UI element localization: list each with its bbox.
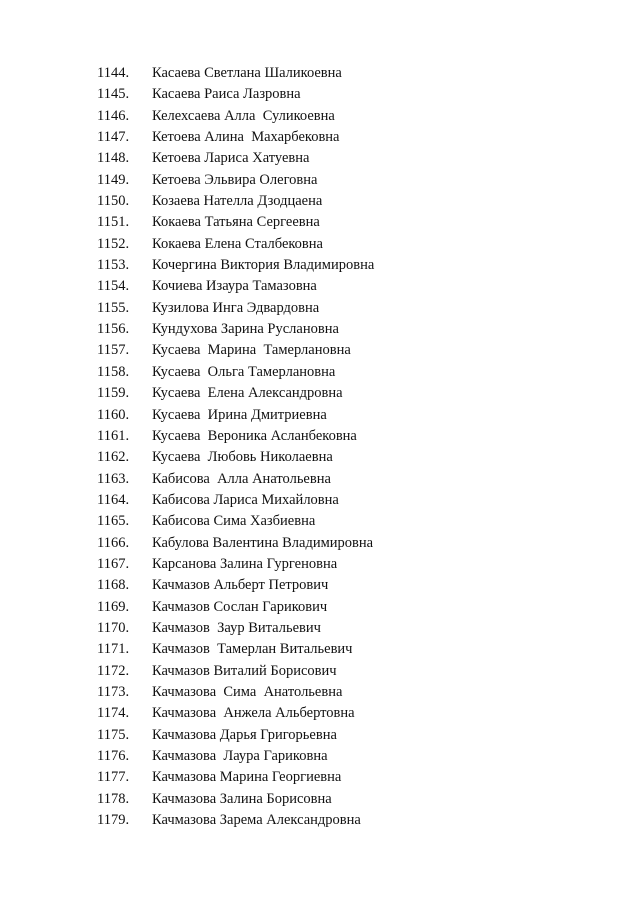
list-item	[0, 127, 640, 148]
entry-full-name: Кабисова Алла Анатольевна	[152, 470, 331, 487]
list-item	[0, 490, 640, 511]
entry-number: 1171.	[97, 641, 130, 658]
list-item	[0, 106, 640, 127]
list-item	[0, 362, 640, 383]
entry-full-name: Кусаева Ольга Тамерлановна	[152, 363, 336, 380]
entry-number: 1156.	[97, 321, 130, 338]
entry-number: 1176.	[97, 748, 130, 764]
entry-number: 1147.	[97, 129, 130, 146]
list-item	[0, 63, 640, 84]
entry-full-name: Качмазов Заур Витальевич	[152, 619, 321, 636]
list-item	[0, 618, 640, 639]
entry-number: 1149.	[97, 171, 130, 188]
list-item	[0, 191, 640, 212]
entry-full-name: Качмазова Сима Анатольевна	[152, 683, 343, 700]
entry-full-name: Кокаева Елена Сталбековна	[152, 235, 323, 252]
entry-number: 1175.	[97, 726, 130, 743]
entry-full-name: Кочергина Виктория Владимировна	[152, 257, 375, 274]
entry-number: 1154.	[97, 278, 130, 295]
list-item	[0, 170, 640, 191]
entry-full-name: Качмазова Зарема Александровна	[152, 812, 361, 829]
entry-full-name: Кетоева Лариса Хатуевна	[152, 150, 310, 167]
entry-full-name: Кабулова Валентина Владимировна	[152, 534, 374, 551]
entry-number: 1144.	[97, 65, 130, 81]
entry-full-name: Качмазова Анжела Альбертовна	[152, 705, 355, 722]
list-item	[0, 340, 640, 361]
entry-full-name: Кусаева Елена Александровна	[152, 385, 343, 402]
entry-full-name: Кундухова Зарина Руслановна	[152, 321, 339, 338]
entry-full-name: Кусаева Ирина Дмитриевна	[152, 406, 327, 423]
list-item	[0, 319, 640, 340]
list-item	[0, 746, 640, 767]
name-list	[0, 63, 640, 831]
entry-number: 1146.	[97, 107, 130, 124]
entry-number: 1145.	[97, 86, 130, 103]
entry-full-name: Козаева Нателла Дзодцаена	[152, 193, 323, 210]
list-item	[0, 383, 640, 404]
entry-number: 1159.	[97, 385, 130, 402]
list-item	[0, 84, 640, 105]
entry-full-name: Кузилова Инга Эдвардовна	[152, 299, 320, 316]
list-item	[0, 298, 640, 319]
entry-number: 1155.	[97, 299, 130, 316]
list-item	[0, 511, 640, 532]
entry-number: 1165.	[97, 513, 130, 530]
entry-number: 1161.	[97, 427, 130, 444]
entry-full-name: Кетоева Алина Махарбековна	[152, 129, 340, 146]
entry-full-name: Кусаева Вероника Асланбековна	[152, 427, 357, 444]
list-item	[0, 276, 640, 297]
entry-number: 1152.	[97, 235, 130, 252]
entry-full-name: Кокаева Татьяна Сергеевна	[152, 214, 320, 231]
entry-full-name: Кабисова Сима Хазбиевна	[152, 513, 316, 530]
entry-full-name: Келехсаева Алла Суликоевна	[152, 107, 335, 124]
list-item	[0, 767, 640, 788]
entry-number: 1157.	[97, 342, 130, 359]
entry-full-name: Качмазов Сослан Гарикович	[152, 598, 328, 615]
list-item	[0, 661, 640, 682]
entry-number: 1150.	[97, 193, 130, 210]
list-item	[0, 148, 640, 169]
list-item	[0, 234, 640, 255]
list-item	[0, 533, 640, 554]
entry-number: 1168.	[97, 577, 130, 594]
list-item	[0, 725, 640, 746]
entry-full-name: Качмазов Виталий Борисович	[152, 662, 337, 679]
entry-full-name: Качмазов Тамерлан Витальевич	[152, 641, 353, 658]
entry-number: 1151.	[97, 214, 130, 231]
entry-full-name: Качмазова Дарья Григорьевна	[152, 726, 337, 743]
entry-number: 1179.	[97, 812, 130, 829]
list-item	[0, 789, 640, 810]
entry-full-name: Качмазов Альберт Петрович	[152, 577, 329, 594]
entry-number: 1158.	[97, 363, 130, 380]
list-item	[0, 255, 640, 276]
entry-number: 1174.	[97, 705, 130, 722]
list-item	[0, 447, 640, 468]
entry-full-name: Качмазова Лаура Гариковна	[152, 748, 328, 764]
entry-full-name: Кетоева Эльвира Олеговна	[152, 171, 318, 188]
list-item	[0, 575, 640, 596]
list-item	[0, 703, 640, 724]
entry-full-name: Качмазова Марина Георгиевна	[152, 769, 342, 786]
list-item	[0, 212, 640, 233]
entry-number: 1164.	[97, 491, 130, 508]
list-item	[0, 810, 640, 831]
list-item	[0, 554, 640, 575]
list-item	[0, 405, 640, 426]
entry-full-name: Кабисова Лариса Михайловна	[152, 491, 339, 508]
entry-full-name: Карсанова Залина Гургеновна	[152, 555, 338, 572]
entry-number: 1160.	[97, 406, 130, 423]
entry-full-name: Касаева Светлана Шаликоевна	[152, 65, 342, 81]
entry-number: 1166.	[97, 534, 130, 551]
entry-number: 1177.	[97, 769, 130, 786]
list-item	[0, 469, 640, 490]
entry-number: 1162.	[97, 449, 130, 466]
list-item	[0, 639, 640, 660]
entry-number: 1163.	[97, 470, 130, 487]
list-item	[0, 597, 640, 618]
entry-number: 1153.	[97, 257, 130, 274]
entry-number: 1173.	[97, 683, 130, 700]
entry-full-name: Кусаева Марина Тамерлановна	[152, 342, 351, 359]
entry-full-name: Кочиева Изаура Тамазовна	[152, 278, 317, 295]
entry-number: 1167.	[97, 555, 130, 572]
list-item	[0, 426, 640, 447]
entry-full-name: Качмазова Залина Борисовна	[152, 790, 332, 807]
entry-full-name: Кусаева Любовь Николаевна	[152, 449, 333, 466]
entry-number: 1169.	[97, 598, 130, 615]
entry-number: 1172.	[97, 662, 130, 679]
entry-number: 1178.	[97, 790, 130, 807]
entry-number: 1148.	[97, 150, 130, 167]
entry-number: 1170.	[97, 619, 130, 636]
entry-full-name: Касаева Раиса Лазровна	[152, 86, 301, 103]
list-item	[0, 682, 640, 703]
